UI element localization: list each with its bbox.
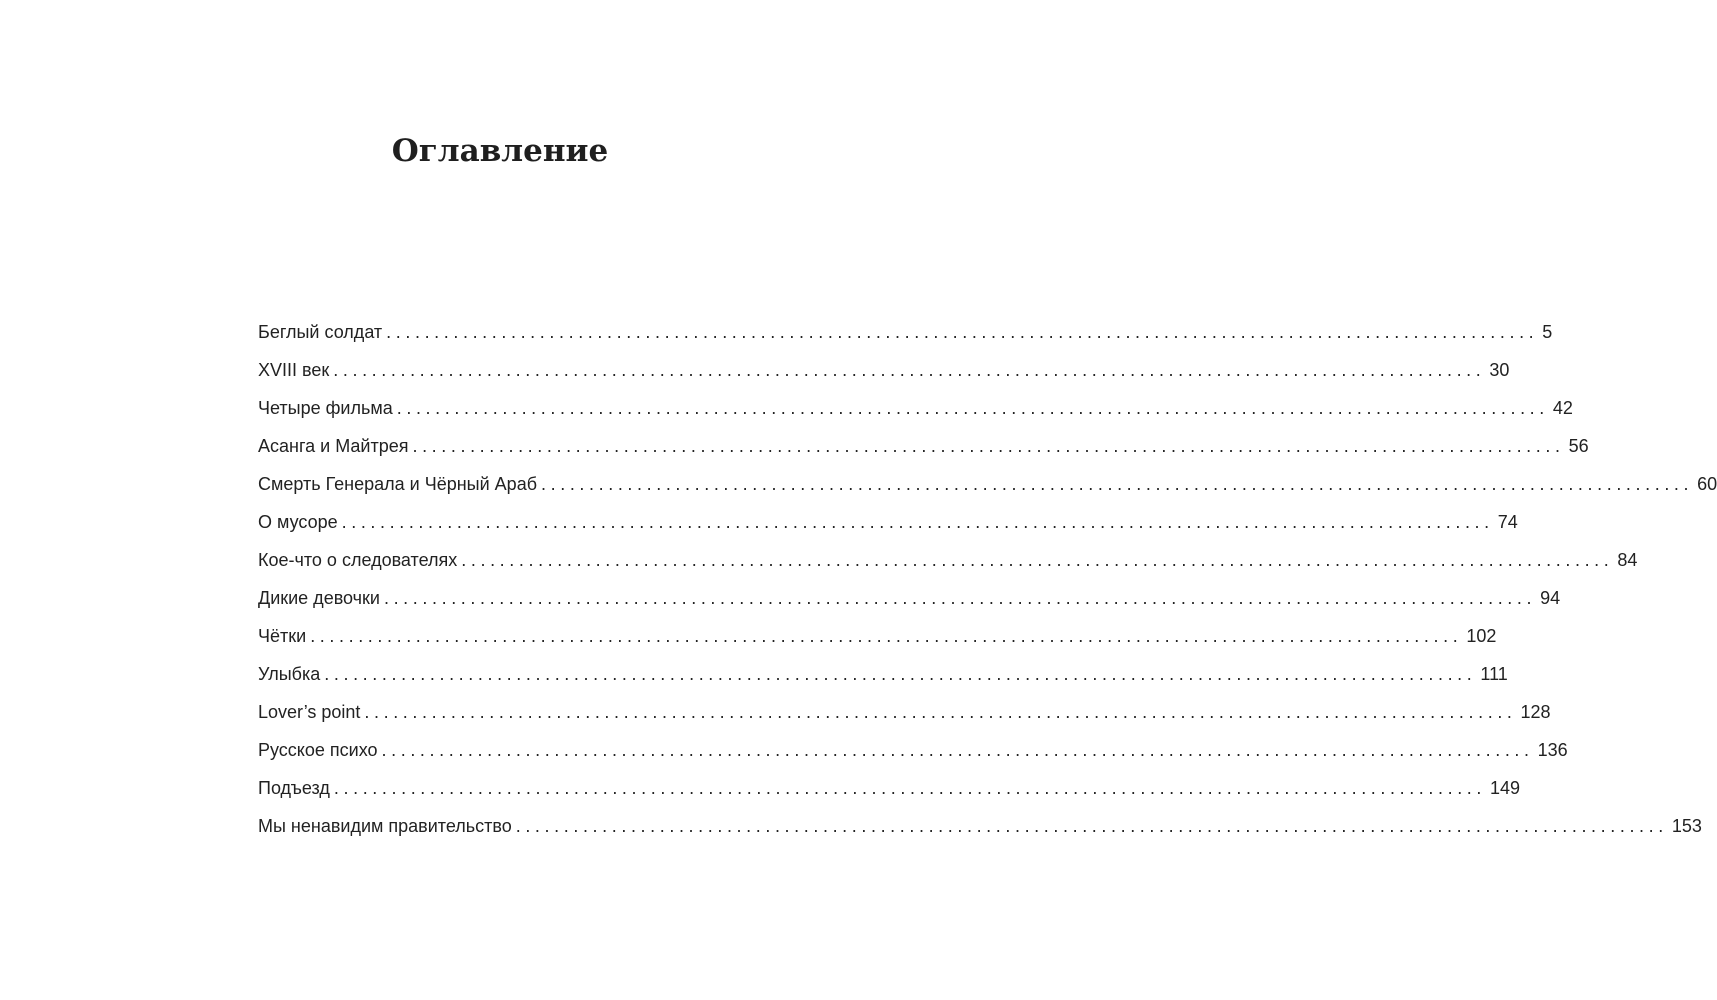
toc-entry-page: 60 (1697, 474, 1717, 494)
toc-entry (258, 807, 1702, 845)
toc-dot-leader: ........................................................................................................................ (310, 626, 1463, 646)
toc-entry-page: 56 (1568, 436, 1589, 456)
toc-entry (258, 389, 1573, 427)
toc-entry-page: 30 (1489, 360, 1510, 380)
toc-entry (258, 427, 1589, 465)
toc-entry-title: Мы ненавидим правительство (258, 816, 512, 836)
toc-entry (258, 503, 1518, 541)
toc-entry-title: Улыбка (258, 664, 321, 684)
toc-entry-title: Четыре фильма (258, 398, 393, 418)
toc-entry-title: Смерть Генерала и Чёрный Араб (258, 474, 538, 494)
toc-entry-page: 149 (1490, 778, 1521, 798)
toc-entry-title: Подъезд (258, 778, 330, 798)
toc-entry-page: 42 (1552, 398, 1573, 418)
page-title: Оглавление (391, 133, 609, 169)
toc-entry-page: 153 (1671, 816, 1702, 836)
toc-dot-leader: ........................................................................................................................ (333, 778, 1487, 798)
toc-dot-leader: ........................................................................................................................ (364, 702, 1517, 722)
toc-entry (258, 731, 1568, 769)
toc-dot-leader: ........................................................................................................................ (333, 360, 1486, 380)
toc-entry-title: Lover’s point (258, 702, 361, 722)
toc-entry-title: Беглый солдат (258, 322, 383, 342)
toc-entry-page: 136 (1537, 740, 1568, 760)
toc-dot-leader: ........................................................................................................................ (383, 588, 1537, 608)
toc-entry-title: Кое-что о следователях (258, 550, 458, 570)
toc-entry (258, 579, 1561, 617)
toc-entry-page: 111 (1480, 664, 1508, 684)
toc-entry-page: 102 (1466, 626, 1497, 646)
toc-entry (258, 541, 1638, 579)
toc-entry-title: XVIII век (258, 360, 330, 380)
toc-entry (258, 655, 1508, 693)
toc-entry-page: 94 (1540, 588, 1561, 608)
toc-dot-leader: ........................................................................................................................ (396, 398, 1549, 418)
toc-dot-leader: ........................................................................................................................ (381, 740, 1534, 760)
toc-entry (258, 617, 1497, 655)
toc-entry-page: 128 (1520, 702, 1551, 722)
toc-entry (258, 465, 1717, 503)
toc-dot-leader: ........................................................................................................................ (386, 322, 1539, 342)
toc-entry-title: Русское психо (258, 740, 378, 760)
toc-entry (258, 313, 1553, 351)
toc-entry (258, 769, 1521, 807)
toc-dot-leader: ........................................................................................................................ (341, 512, 1494, 532)
toc-entry-page: 5 (1542, 322, 1553, 342)
toc-entry-title: О мусоре (258, 512, 338, 532)
toc-entry-title: Асанга и Майтрея (258, 436, 409, 456)
toc-entry (258, 351, 1510, 389)
toc-entry-page: 84 (1617, 550, 1638, 570)
toc-entry-page: 74 (1497, 512, 1518, 532)
toc-dot-leader: ........................................................................................................................ (461, 550, 1614, 570)
toc-entry-title: Дикие девочки (258, 588, 380, 608)
toc-entry-title: Чётки (258, 626, 307, 646)
toc-entry (258, 693, 1551, 731)
toc-dot-leader: ........................................................................................................................ (324, 664, 1477, 684)
toc-dot-leader: ........................................................................................................................ (412, 436, 1565, 456)
toc-dot-leader: ........................................................................................................................ (541, 474, 1694, 494)
toc-dot-leader: ........................................................................................................................ (515, 816, 1668, 836)
table-of-contents (258, 313, 1717, 845)
